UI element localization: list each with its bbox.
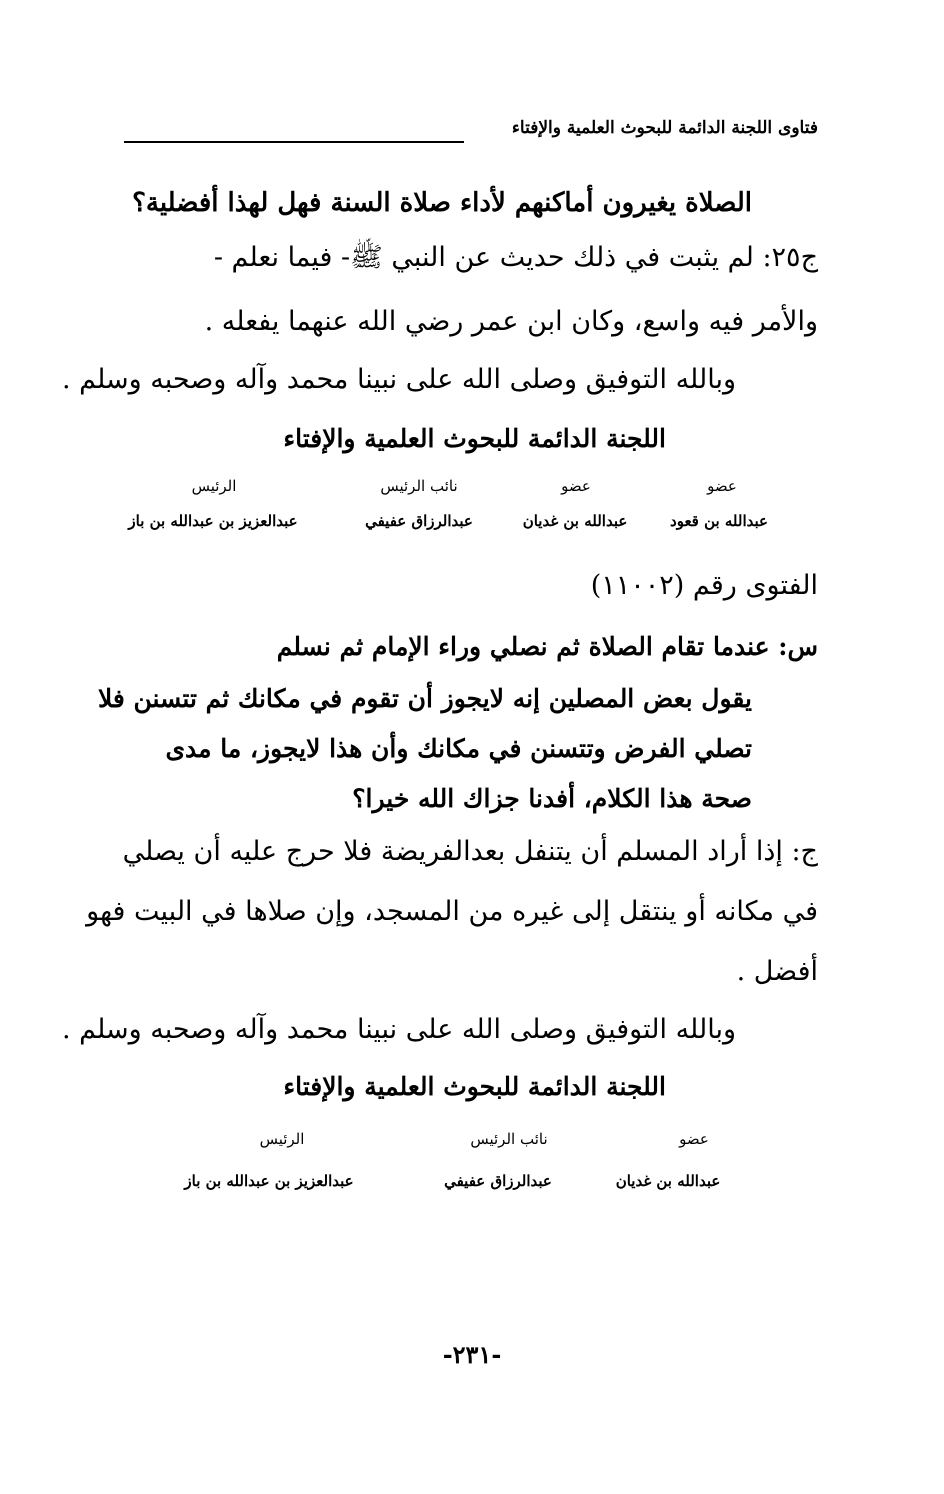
signatory-role: عضو <box>561 477 591 495</box>
signatory-name: عبدالله بن غديان <box>615 1172 721 1190</box>
fatwa-number: الفتوى رقم (١١٠٠٢) <box>590 570 818 601</box>
question-line: يقول بعض المصلين إنه لايجوز أن تقوم في مكانك ثم تتسنن فلا <box>97 684 752 713</box>
signatory-role: نائب الرئيس <box>380 477 458 495</box>
question-line: تصلي الفرض وتتسنن في مكانك وأن هذا لايجوز، ما مدى <box>165 734 752 763</box>
closing-prayer: وبالله التوفيق وصلى الله على نبينا محمد وآله وصحبه وسلم . <box>61 364 736 395</box>
question-line: صحة هذا الكلام، أفدنا جزاك الله خيرا؟ <box>352 784 752 813</box>
signatory-name: عبدالرزاق عفيفي <box>365 512 473 530</box>
committee-title: اللجنة الدائمة للبحوث العلمية والإفتاء <box>283 1072 666 1101</box>
signatory-role: نائب الرئيس <box>470 1130 548 1148</box>
question-line: س: عندما تقام الصلاة ثم نصلي وراء الإمام ثم نسلم <box>276 632 818 661</box>
signatory-role: عضو <box>679 1130 709 1148</box>
signatory-name: عبدالعزيز بن عبدالله بن باز <box>184 1172 354 1190</box>
answer-line: أفضل . <box>736 956 818 987</box>
signatory-role: الرئيس <box>259 1130 305 1148</box>
answer-line: ج: إذا أراد المسلم أن يتنفل بعدالفريضة فلا حرج عليه أن يصلي <box>122 836 818 867</box>
page-number: -٢٣١- <box>442 1340 502 1369</box>
signatory-name: عبدالله بن غديان <box>522 512 628 530</box>
signatory-name: عبدالرزاق عفيفي <box>444 1172 552 1190</box>
closing-prayer: وبالله التوفيق وصلى الله على نبينا محمد وآله وصحبه وسلم . <box>61 1014 736 1045</box>
answer-line: ج٢٥: لم يثبت في ذلك حديث عن النبي ﷺ- فيما نعلم - <box>213 242 818 273</box>
running-header: فتاوى اللجنة الدائمة للبحوث العلمية والإفتاء <box>511 118 818 138</box>
signatory-role: عضو <box>707 477 737 495</box>
signatory-name: عبدالله بن قعود <box>670 512 768 530</box>
signatory-name: عبدالعزيز بن عبدالله بن باز <box>128 512 298 530</box>
answer-line: والأمر فيه واسع، وكان ابن عمر رضي الله عنهما يفعله . <box>204 306 818 337</box>
signatory-role: الرئيس <box>191 477 237 495</box>
committee-title: اللجنة الدائمة للبحوث العلمية والإفتاء <box>283 424 666 453</box>
answer-line: في مكانه أو ينتقل إلى غيره من المسجد، وإن صلاها في البيت فهو <box>86 896 818 927</box>
question-tail: الصلاة يغيرون أماكنهم لأداء صلاة السنة فهل لهذا أفضلية؟ <box>132 188 752 218</box>
header-rule <box>124 141 464 143</box>
